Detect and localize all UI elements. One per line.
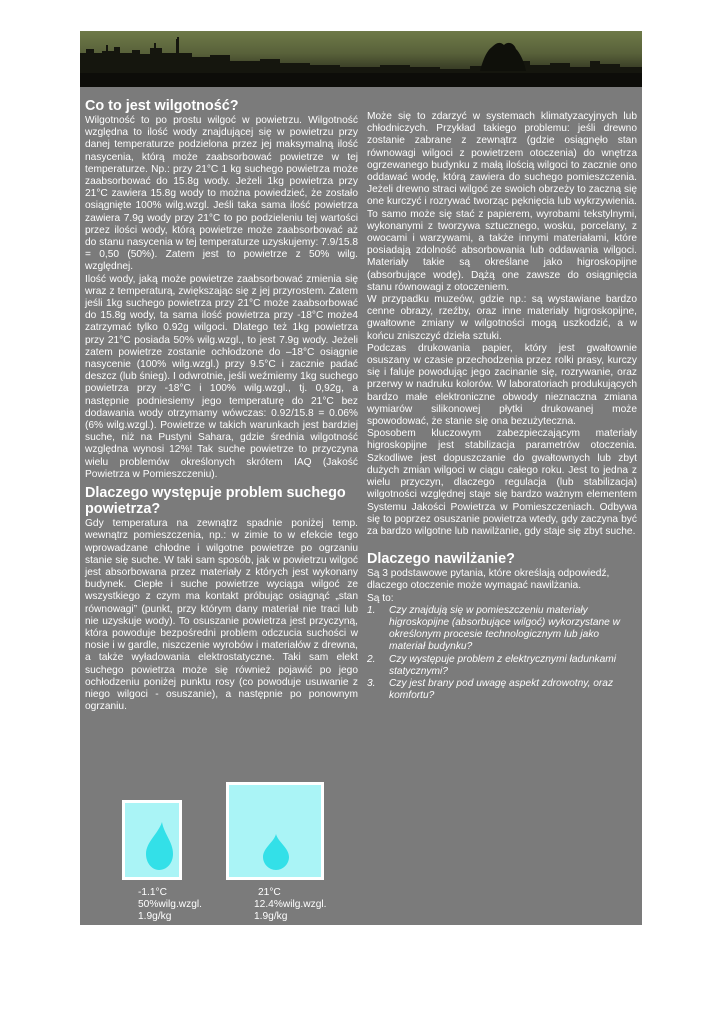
caption-warm [254,887,326,924]
caption-mass: 1.9g/kg [138,911,172,923]
humidity-box-cold [122,800,182,880]
left-column [85,98,358,713]
caption-temperature: 21°C [258,887,281,898]
heading-dry-air-problem: Dlaczego występuje problem suchego powietrza? [85,485,346,518]
paragraph: Gdy temperatura na zewnątrz spadnie poniżej temp. wewnątrz pomieszczenia, np.: w zimie to w efekcie tego wprowadzane chłodne i wilgotne powietrze po ogrzaniu stanie się suche. W taki sam sposób, jak w powietrzu wilgoć jest absorbowana przez materiały z których jest wykonany budynek. Ciepłe i suche powietrze wyciąga wilgoć ze wszystkiego z czym ma kontakt próbując osiągnąć „stan równowagi” (punkt, przy którym dany materiał nie traci lub nie uzyskuje wody). To osuszanie powietrza jest przyczyną, która powoduje bezpośredni problem odczucia suchości w nosie i w gardle, niszczenie wyrobów i materiałów z drewna, a także wyładowania elektrostatyczne. Taki sam elekt suchego powietrza może się również pojawić po jego ochłodzeniu poniżej punktu rosy (co powoduje usuwanie z niego wilgoci - osuszanie), a następnie po ponownym ogrzaniu. [85,518,358,713]
paragraph: Podczas drukowania papier, który jest gwałtownie osuszany w czasie przechodzenia przez rolki prasy, kurczy się i faluje powodując jego zacinanie się, rozrywanie, oraz przerwy w nadruku kolorów. W laboratoriach produkujących bardzo małe elektroniczne obwody nieznaczna zmiana wymiarów silikonowej płytki drukowanej może spowodować, że stanie się ona bezużyteczna. [367,342,637,428]
caption-temperature: -1.1°C [138,887,167,898]
paragraph: W przypadku muzeów, gdzie np.: są wystawiane bardzo cenne obrazy, rzeźby, oraz inne materiały higroskopijne, gwałtowne zmiany w wilgotności mogą uszkodzić, a w końcu zniszczyć dzieła sztuki. [367,294,637,342]
water-drop-icon [226,782,324,880]
skyline-silhouette [80,31,642,87]
paragraph: Sposobem kluczowym zabezpieczającym materiały higroskopijne jest stabilizacja parametrów otoczenia. Szkodliwe jest dopuszczanie do gwałtownych lub zbyt dużych zmian wilgoci w ciągu całego roku. Jest to jedna z wielu przyczyn, dlaczego regulacja (lub stabilizacja) wilgotności względnej staje się bardzo ważnym elementem Systemu Jakości Powietrza w Pomieszczeniach. Odbywa się to poprzez osuszanie powietrza wtedy, gdy zaczyna być za bardzo wilgotne lub nawilżanie, gdy staje się zbyt suche. [367,428,637,537]
list-item-text: Czy występuje problem z elektrycznymi ładunkami statycznymi? [389,653,617,677]
humidity-box-warm [226,782,324,880]
water-drop-icon [122,800,182,880]
paragraph: Są 3 podstawowe pytania, które określają odpowiedź, dlaczego otoczenie może wymagać nawilżania. [367,568,610,592]
header-banner [80,31,642,87]
caption-cold [138,887,202,924]
list-item-text: Czy jest brany pod uwagę aspekt zdrowotny, oraz komfortu? [389,677,614,702]
list-item [367,605,637,654]
caption-mass: 1.9g/kg [254,911,288,923]
list-number: 2. [367,653,376,665]
paragraph: Wilgotność to po prostu wilgoć w powietrzu. Wilgotność względna to ilość wody znajdującej się w powietrzu przy danej temperaturze podzielona przez jej maksymalną ilość nasycenia, którą może zaabsorbować powietrze w tej temperaturze. Np.: przy 21°C 1 kg suchego powietrza może zaabsorbować do 15.8g wody. Jeżeli 1kg powietrza przy 21°C zawiera 15.8g wody to można powiedzieć, że zostało osiągnięte 100% wilg.wzgl. Jeśli taka sama ilość powietrza zawiera 7.9g wody przy 21°C to po podzieleniu tej wartości przez ilości wody, którą powietrze może zaabsorbować aż do stanu nasycenia w tej temperaturze uzyskujemy: 7.9/15.8 = 0,50 (50%). Zatem jest to powietrze z 50% wilg. względnej. [85,115,358,273]
list-item-text: Czy znajdują się w pomieszczeniu materiały higroskopijne (absorbujące wilgoć) wykorzystane w określonym procesie technologicznym lub jako materiał budynku? [389,604,621,653]
caption-humidity: 50%wilg.wzgl. [138,899,202,911]
list-number: 1. [367,604,376,616]
right-column [367,111,637,702]
questions-list [367,605,637,703]
heading-why-humidify: Dlaczego nawilżanie? [367,551,515,568]
heading-what-is-humidity: Co to jest wilgotność? [85,98,239,114]
paragraph: Może się to zdarzyć w systemach klimatyzacyjnych lub chłodniczych. Przykład takiego problemu: jeśli drewno zostanie zabrane z zewnątrz (gdzie osiągnęło stan równowagi wilgoci z powietrzem otoczenia) do wnętrza ogrzewanego budynku z małą ilością wilgoci to zacznie ono oddawać wodę, którą zawiera do suchego pomieszczenia. Jeżeli drewno straci wilgoć ze swoich obrzeży to zaczną się one kurczyć i rozrywać tworząc pęknięcia lub wykrzywienia. To samo może się stać z papierem, wyrobami tekstylnymi, wykonanymi z tworzywa sztucznego, wosku, porcelany, z owocami i warzywami, a także innymi materiałami, które posiadają zdolność absorbowania lub oddawania wilgoci. Materiały takie są określane jako higroskopijne (absorbujące wodę). Dążą one zawsze do osiągnięcia stanu równowagi z otoczeniem. [367,111,637,293]
paragraph: Są to: [367,592,394,604]
list-item [367,678,637,702]
list-item [367,654,637,678]
list-number: 3. [367,677,376,689]
paragraph: Ilość wody, jaką może powietrze zaabsorbować zmienia się wraz z temperaturą, zwiększając się z jej przyrostem. Zatem jeśli 1kg suchego powietrza przy 21°C może zaabsorbować do 15.8g wody, ta sama ilość powietrza przy -18°C może4 zatrzymać tylko 0.92g wilgoci. Dlatego też 1kg powietrza przy 21°C posiada 50% wilg.wzgl., to jest 7.9g wody. Jeżeli zatem powietrze zostanie ochłodzone do –18°C osiągnie nasycenie (100% wilg.wzgl.) przy 9.5°C i zacznie padać deszcz (lub śnieg). I odwrotnie, jeśli weźmiemy 1kg suchego powietrza przy -18°C i 100% wilg.wzgl., tj. 0,92g, a następnie podniesiemy jego temperaturę do 21°C bez dodawania wody otrzymamy wówczas: 0.92/15.8 = 0.06% (6% wilg.wzgl.). Powietrze w takich warunkach jest bardziej suche, niż na Pustyni Sahara, gdzie średnia wilgotność względna wynosi 12%! Tak suche powietrze to przyczyna wielu problemów określonych skrótem IAQ (Jakość Powietrza w Pomieszczeniu). [85,273,358,480]
caption-humidity: 12.4%wilg.wzgl. [254,899,327,911]
